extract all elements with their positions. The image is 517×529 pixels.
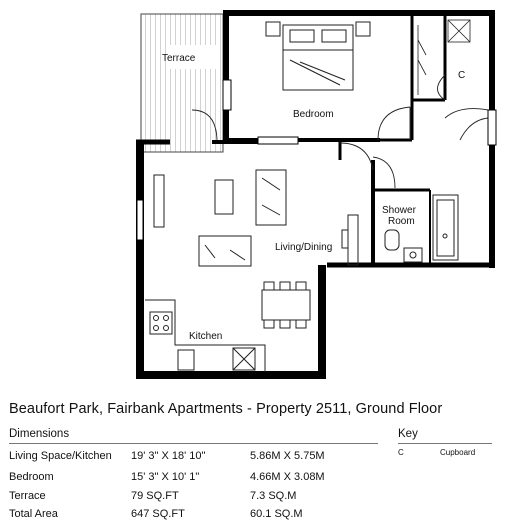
dimension-room: Living Space/Kitchen <box>9 450 112 462</box>
hall-tile <box>448 20 470 42</box>
room-label-shower-line2: Room <box>388 216 415 227</box>
room-label-terrace: Terrace <box>162 53 196 64</box>
dimension-imperial: 19' 3" X 18' 10" <box>131 450 206 462</box>
dimension-row <box>9 490 378 506</box>
property-title: Beaufort Park, Fairbank Apartments - Property 2511, Ground Floor <box>9 401 443 417</box>
dimensions-heading: Dimensions <box>9 428 70 440</box>
dimension-metric: 4.66M X 3.08M <box>250 471 325 483</box>
dimension-metric: 5.86M X 5.75M <box>250 450 325 462</box>
bed <box>266 22 370 90</box>
dimension-imperial: 647 SQ.FT <box>131 508 185 520</box>
key-heading: Key <box>398 428 418 440</box>
room-label-bedroom: Bedroom <box>293 109 334 120</box>
dimensions-divider <box>9 443 378 444</box>
dimension-imperial: 79 SQ.FT <box>131 490 179 502</box>
dimension-room: Total Area <box>9 508 58 520</box>
room-label-shower-line1: Shower <box>382 205 416 216</box>
dimension-metric: 60.1 SQ.M <box>250 508 303 520</box>
dimension-row <box>9 450 378 466</box>
dimension-row <box>9 471 378 487</box>
wardrobe <box>418 25 426 95</box>
room-label-living: Living/Dining <box>275 242 333 253</box>
terrace-area <box>141 14 223 152</box>
key-divider <box>398 443 492 444</box>
room-label-cupboard: C <box>458 70 466 81</box>
key-meaning: Cupboard <box>440 448 476 457</box>
dimension-imperial: 15' 3" X 10' 1" <box>131 471 200 483</box>
room-label-kitchen: Kitchen <box>189 331 223 342</box>
dimension-room: Bedroom <box>9 471 54 483</box>
key-code: C <box>398 448 404 457</box>
dimension-metric: 7.3 SQ.M <box>250 490 297 502</box>
dimension-room: Terrace <box>9 490 46 502</box>
dimension-row <box>9 508 378 524</box>
